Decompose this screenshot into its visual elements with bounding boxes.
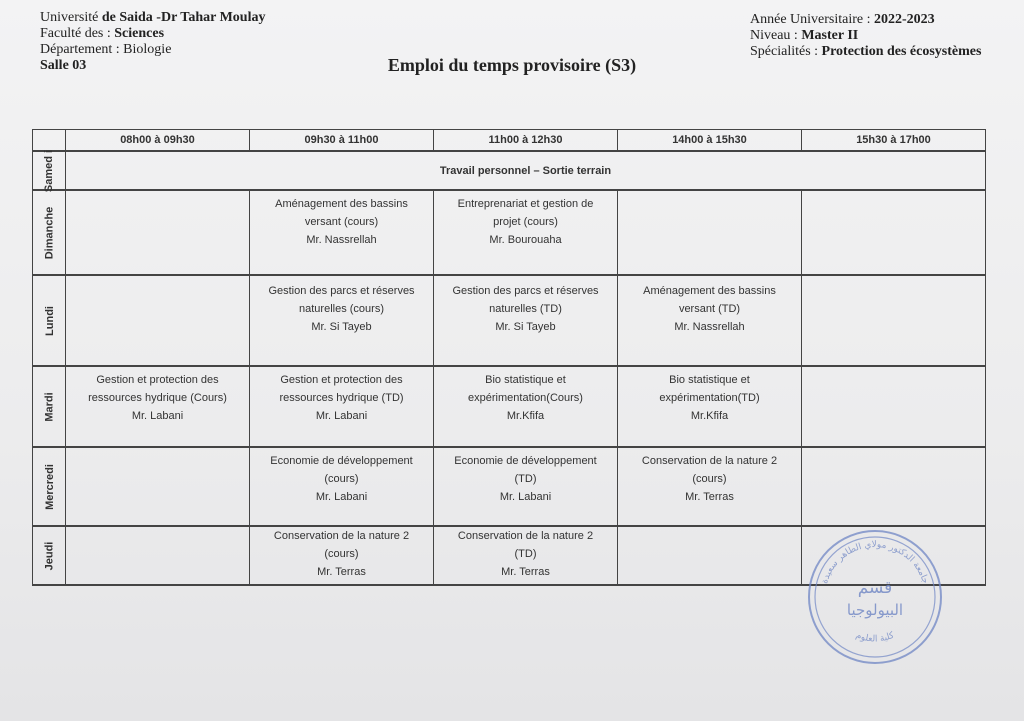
university-line xyxy=(40,10,265,26)
faculty-name: Sciences xyxy=(114,26,165,41)
jeudi-slot-4 xyxy=(618,526,802,585)
slot-4-header: 14h00 à 15h30 xyxy=(618,130,802,152)
row-dimanche xyxy=(33,190,986,275)
row-mardi xyxy=(33,366,986,447)
level-line xyxy=(750,28,981,44)
day-label-dimanche: Dimanche xyxy=(33,190,66,275)
stamp-middle-2: البيولوجيا xyxy=(846,601,904,619)
lundi-slot-2: Gestion des parcs et réserves naturelles (cours) Mr. Si Tayeb xyxy=(250,275,434,366)
corner-cell xyxy=(33,130,66,152)
stamp-middle-1: قسم xyxy=(857,578,893,598)
faculty-prefix: Faculté des : xyxy=(40,26,115,41)
lundi-slot-4: Aménagement des bassins versant (TD) Mr. Nassrellah xyxy=(618,275,802,366)
dimanche-slot-4 xyxy=(618,190,802,275)
jeudi-slot-3: Conservation de la nature 2 (TD) Mr. Terras xyxy=(434,526,618,585)
day-label-jeudi: Jeudi xyxy=(33,526,66,585)
page-title xyxy=(0,55,1024,76)
academic-year-line xyxy=(750,12,981,28)
samedi-note: Travail personnel – Sortie terrain xyxy=(66,151,986,190)
lundi-slot-3: Gestion des parcs et réserves naturelles (TD) Mr. Si Tayeb xyxy=(434,275,618,366)
room-label: Salle 03 xyxy=(40,58,87,73)
stamp-bottom-text: كلية العلوم xyxy=(854,630,896,645)
mardi-slot-5 xyxy=(802,366,986,447)
header-right xyxy=(750,12,981,60)
university-prefix: Université xyxy=(40,10,102,25)
mardi-slot-1: Gestion et protection des ressources hydrique (Cours) Mr. Labani xyxy=(66,366,250,447)
slot-3-header: 11h00 à 12h30 xyxy=(434,130,618,152)
faculty-line xyxy=(40,26,265,42)
mercredi-slot-3: Economie de développement (TD) Mr. Labani xyxy=(434,447,618,526)
lundi-slot-1 xyxy=(66,275,250,366)
level-value: Master II xyxy=(801,28,859,43)
department-stamp xyxy=(805,527,945,667)
day-label-mardi: Mardi xyxy=(33,366,66,447)
specialty-prefix: Spécialités : xyxy=(750,44,822,59)
day-label-samedi: Samed i xyxy=(33,151,66,190)
mardi-slot-4: Bio statistique et expérimentation(TD) Mr.Kfifa xyxy=(618,366,802,447)
dimanche-slot-5 xyxy=(802,190,986,275)
jeudi-slot-1 xyxy=(66,526,250,585)
slot-5-header: 15h30 à 17h00 xyxy=(802,130,986,152)
university-name: de Saida -Dr Tahar Moulay xyxy=(101,10,266,25)
level-prefix: Niveau : xyxy=(750,28,802,43)
mardi-slot-2: Gestion et protection des ressources hydrique (TD) Mr. Labani xyxy=(250,366,434,447)
dimanche-slot-2: Aménagement des bassins versant (cours) Mr. Nassrellah xyxy=(250,190,434,275)
timetable-header-row xyxy=(33,130,986,152)
slot-1-header: 08h00 à 09h30 xyxy=(66,130,250,152)
timetable xyxy=(32,129,986,586)
row-lundi xyxy=(33,275,986,366)
department-line: Département : Biologie xyxy=(40,42,172,57)
page-title-text: Emploi du temps provisoire (S3) xyxy=(387,55,637,75)
row-mercredi xyxy=(33,447,986,526)
specialty-value: Protection des écosystèmes xyxy=(821,44,982,59)
year-prefix: Année Universitaire : xyxy=(750,12,875,27)
jeudi-slot-2: Conservation de la nature 2 (cours) Mr. Terras xyxy=(250,526,434,585)
mercredi-slot-4: Conservation de la nature 2 (cours) Mr. Terras xyxy=(618,447,802,526)
mardi-slot-3: Bio statistique et expérimentation(Cours) Mr.Kfifa xyxy=(434,366,618,447)
dimanche-slot-3: Entreprenariat et gestion de projet (cours) Mr. Bourouaha xyxy=(434,190,618,275)
stamp-top-text: جامعة الدكتور مولاي الطاهر سعيدة xyxy=(819,539,931,586)
slot-2-header: 09h30 à 11h00 xyxy=(250,130,434,152)
mercredi-slot-5 xyxy=(802,447,986,526)
dimanche-slot-1 xyxy=(66,190,250,275)
lundi-slot-5 xyxy=(802,275,986,366)
mercredi-slot-1 xyxy=(66,447,250,526)
day-label-lundi: Lundi xyxy=(33,275,66,366)
day-label-mercredi: Mercredi xyxy=(33,447,66,526)
mercredi-slot-2: Economie de développement (cours) Mr. Labani xyxy=(250,447,434,526)
year-value: 2022-2023 xyxy=(874,12,935,27)
row-samedi xyxy=(33,151,986,190)
